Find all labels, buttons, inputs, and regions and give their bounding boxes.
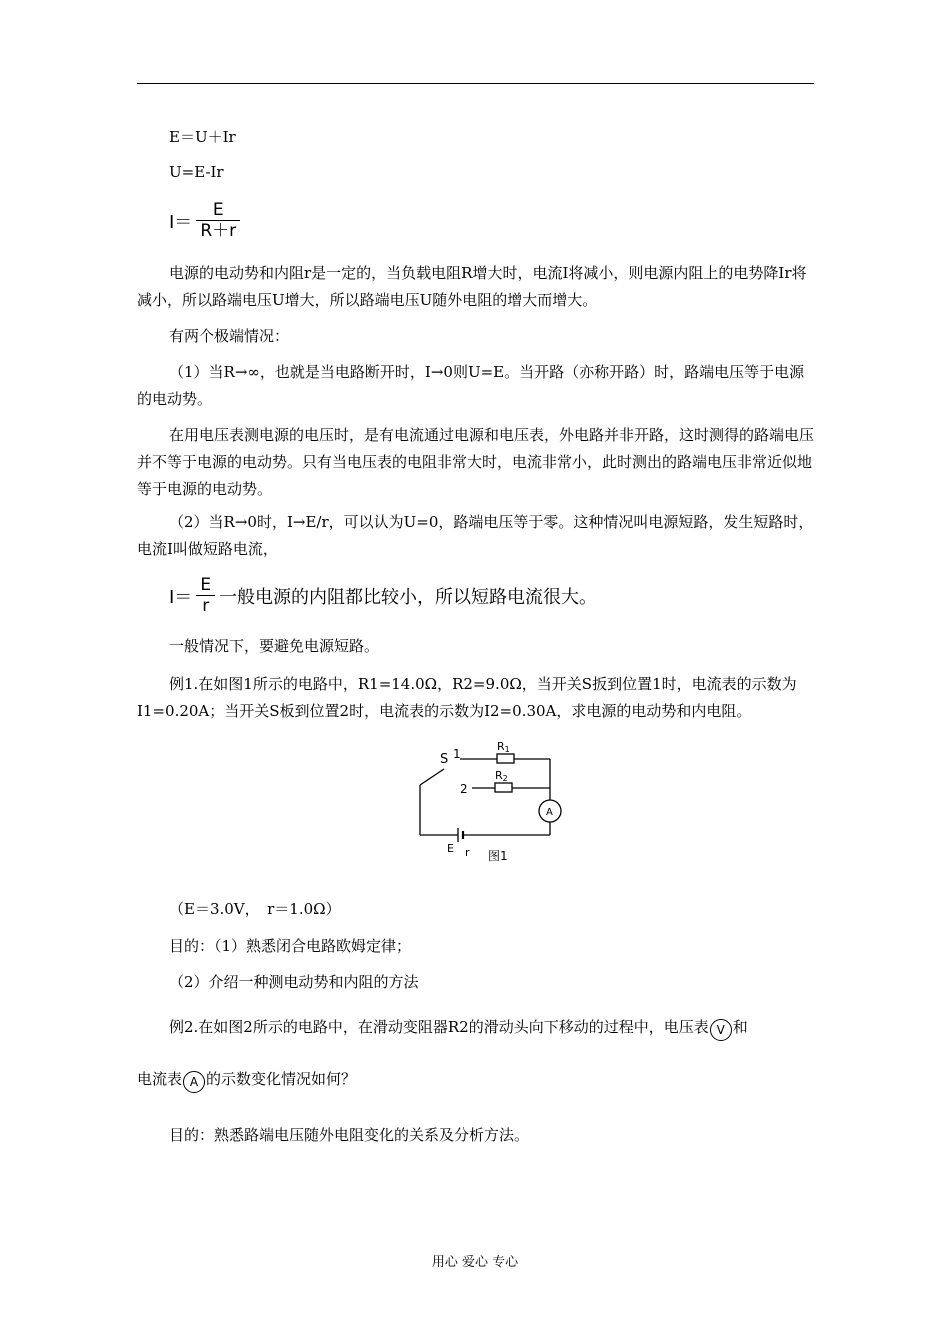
formula-lhs: I＝ [169, 586, 193, 608]
paragraph-emf-internal-resistance: 电源的电动势和内阻r是一定的，当负载电阻R增大时，电流I将减小，则电源内阻上的电势降Ir将减小，所以路端电压U增大，所以路端电压U随外电阻的增大而增大。 [137, 264, 807, 309]
fraction [196, 200, 240, 241]
formula-short-circuit-current [169, 575, 597, 616]
page-footer: 用心 爱心 专心 [431, 1255, 519, 1270]
resistor-r2 [495, 783, 512, 792]
r2-label [495, 769, 508, 783]
purpose-example-2: 目的：熟悉路端电压随外电阻变化的关系及分析方法。 [169, 1126, 530, 1144]
internal-resistance-label: r [465, 846, 470, 859]
paragraph-case-short-circuit: （2）当R→0时，I→E/r，可以认为U=0，路端电压等于零。这种情况叫电源短路，发生短路时，电流I叫做短路电流， [137, 513, 814, 558]
formula-lhs: I＝ [169, 211, 193, 233]
formula-u-equals-e-minus-ir: U=E-Ir [169, 163, 224, 181]
fraction-denominator: r [202, 596, 210, 616]
fraction-numerator: E [200, 575, 212, 595]
resistor-r1 [497, 754, 514, 763]
emf-label: E [447, 842, 454, 855]
r2-subscript: 2 [502, 774, 508, 783]
paragraph-example-2-line2 [137, 1068, 356, 1093]
example-2-question: 的示数变化情况如何？ [206, 1070, 357, 1088]
switch-blade [420, 769, 444, 785]
fraction-denominator: R＋r [200, 221, 237, 241]
formula-current-fraction [169, 200, 240, 241]
example-2-ammeter-prefix: 电流表 [137, 1070, 183, 1088]
paragraph-example-2-line1 [169, 1016, 748, 1041]
r1-label [497, 740, 510, 754]
paragraph-two-extremes: 有两个极端情况： [169, 327, 290, 345]
r2-letter: R [495, 769, 503, 782]
answer-example-1: （E＝3.0V， r＝1.0Ω） [169, 900, 341, 918]
circuit-figure-1 [400, 735, 590, 870]
paragraph-avoid-short: 一般情况下，要避免电源短路。 [169, 637, 380, 655]
position-1-label: 1 [453, 747, 461, 761]
paragraph-voltmeter-measurement: 在用电压表测电源的电压时，是有电流通过电源和电压表，外电路并非开路，这时测得的路端电压并不等于电源的电动势。只有当电压表的电阻非常大时，电流非常小，此时测出的路端电压非常近似地等于电源的电动势。 [137, 426, 815, 498]
purpose-2: （2）介绍一种测电动势和内阻的方法 [169, 973, 419, 991]
ammeter-icon: A [183, 1071, 205, 1093]
switch-label: S [440, 752, 449, 767]
r1-subscript: 1 [504, 745, 510, 754]
r1-letter: R [497, 740, 505, 753]
example-2-text: 例2.在如图2所示的电路中，在滑动变阻器R2的滑动头向下移动的过程中，电压表 [169, 1018, 709, 1036]
formula-e-equals-u-plus-ir: E＝U＋Ir [169, 128, 236, 146]
voltmeter-icon: V [710, 1019, 732, 1041]
example-2-and: 和 [732, 1018, 748, 1036]
fraction-numerator: E [212, 200, 224, 220]
purpose-1: 目的：（1）熟悉闭合电路欧姆定律； [169, 937, 412, 955]
ammeter-label: A [546, 807, 553, 818]
header-rule [137, 83, 814, 84]
formula-remark: 一般电源的内阻都比较小，所以短路电流很大。 [219, 586, 598, 608]
figure-caption: 图1 [488, 849, 508, 863]
paragraph-example-1: 例1.在如图1所示的电路中，R1=14.0Ω，R2=9.0Ω，当开关S扳到位置1时，电流表的示数为I1=0.20A；当开关S板到位置2时，电流表的示数为I2=0.30A，求电源的电动势和内电阻。 [137, 675, 797, 720]
fraction [196, 575, 215, 616]
position-2-label: 2 [460, 782, 468, 796]
paragraph-case-open-circuit: （1）当R→∞，也就是当电路断开时，I→0则U=E。当开路（亦称开路）时，路端电压等于电源的电动势。 [137, 363, 805, 408]
